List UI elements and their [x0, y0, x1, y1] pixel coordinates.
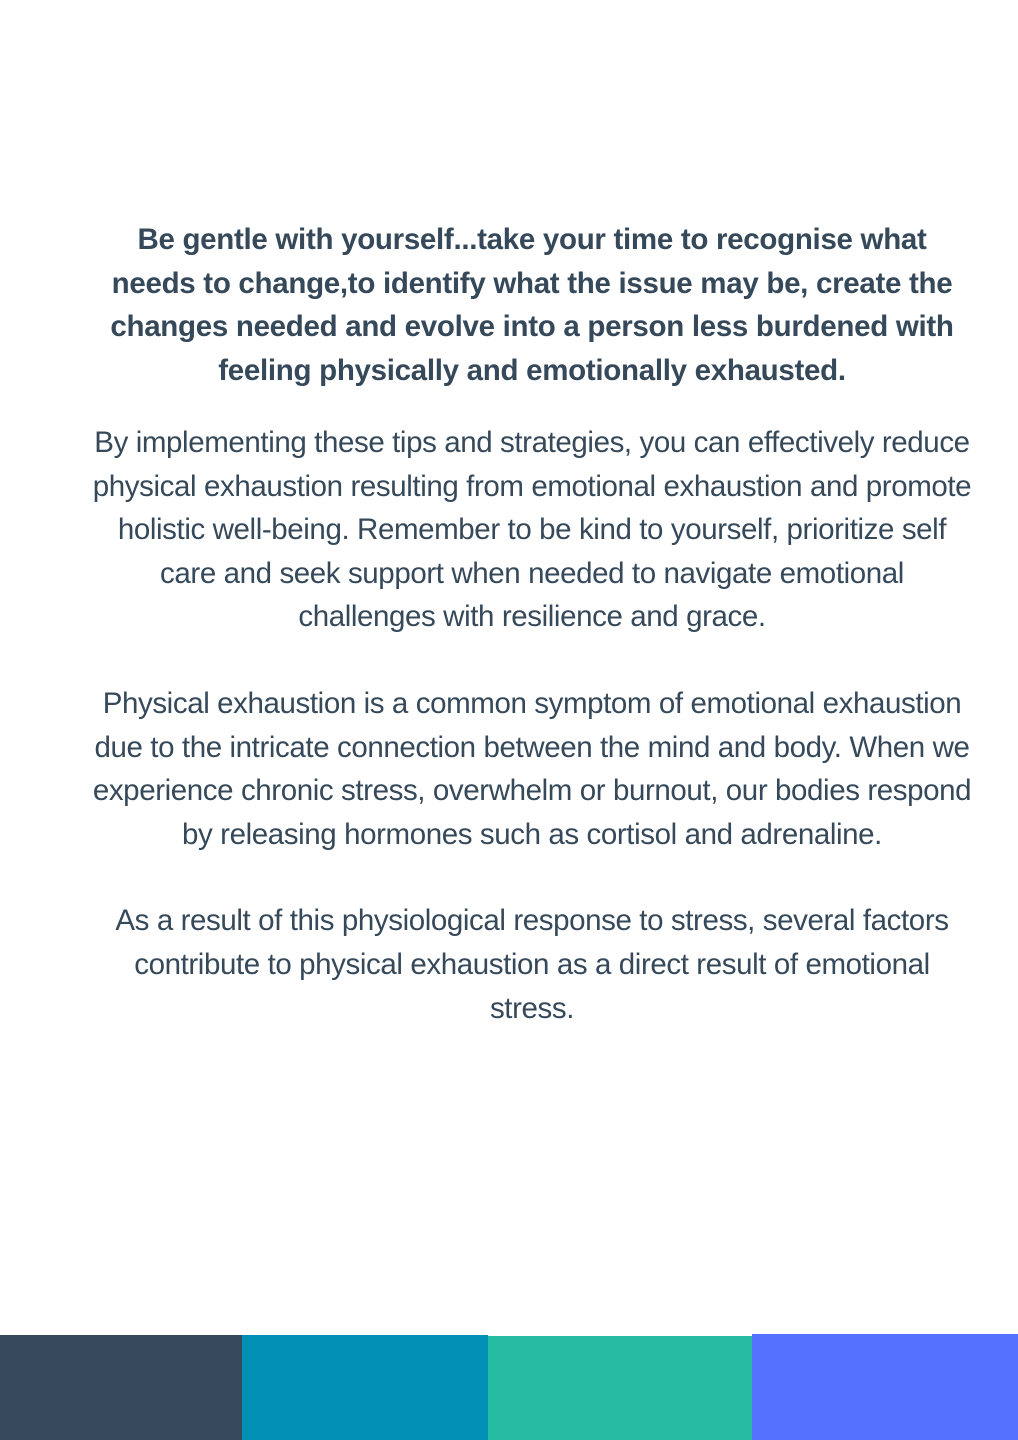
footer-color-bar [0, 1334, 1018, 1440]
color-swatch-blue [242, 1335, 488, 1440]
color-swatch-periwinkle [752, 1334, 1018, 1440]
body-paragraph: As a result of this physiological response to stress, several factors contribute to physical exhaustion as a direct result of emotional stress. [115, 904, 949, 1025]
body-paragraph: Physical exhaustion is a common symptom of emotional exhaustion due to the intricate connection between the mind and body. When we experience chronic stress, overwhelm or burnout, our bodies respond by releasing hormones such as cortisol and adrenaline. [92, 686, 972, 851]
body-paragraph: By implementing these tips and strategies, you can effectively reduce physical exhaustion resulting from emotional exhaustion and promote holistic well-being. Remember to be kind to yourself, prioritize self care and seek support when needed to navigate emotional challenges with resilience and grace. [92, 426, 972, 634]
page-content [92, 218, 972, 1030]
lead-paragraph: Be gentle with yourself...take your time to recognise what needs to change,to identify what the issue may be, create the changes needed and evolve into a person less burdened with feeling physically and emotionally exhausted. [110, 223, 954, 387]
color-swatch-teal [488, 1336, 752, 1440]
color-swatch-slate [0, 1335, 242, 1440]
